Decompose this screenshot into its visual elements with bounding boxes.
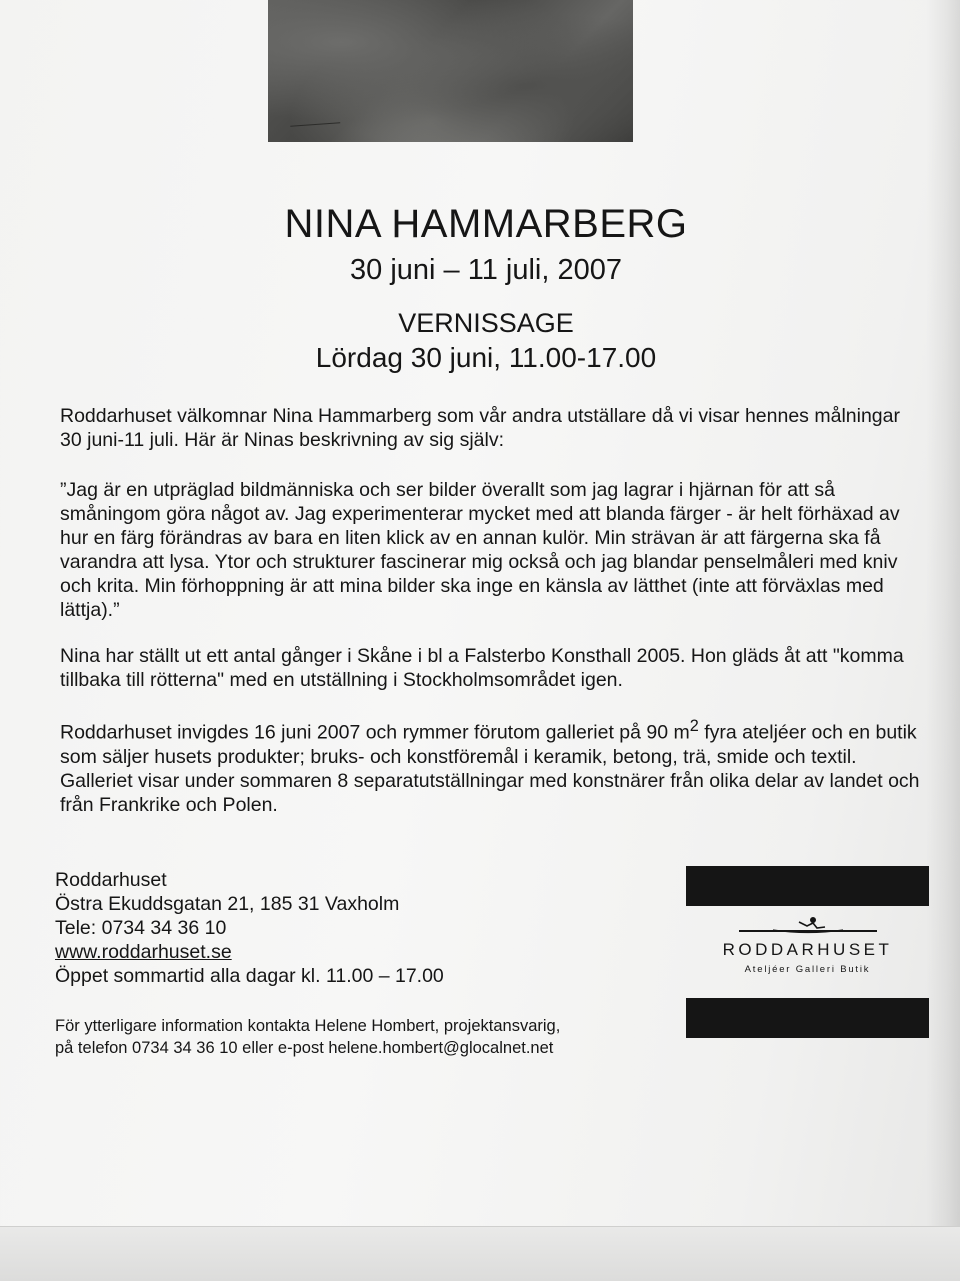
artist-quote: ”Jag är en utpräglad bildmänniska och ser bilder överallt som jag lagrar i hjärnan för att så småningom göra något av. Jag experimenterar mycket med att blanda färger - är helt förhäxad av hur en färg förändras av bara en liten klick av en annan kulör. Min strävan är att färgerna ska få varandra att lysa. Ytor och strukturer fascinerar mig också och jag blandar penselmåleri med kniv och krita. Min förhoppning är att mina bilder ska inge en känsla av lätthet (inte att förväxlas med lättja).”: [60, 479, 900, 621]
square-meter-superscript: 2: [689, 717, 699, 735]
logo-name: RODDARHUSET: [722, 940, 893, 959]
paper-fold: [0, 1226, 960, 1281]
intro-paragraph: Roddarhuset välkomnar Nina Hammarberg som vår andra utställare då vi visar hennes målningar 30 juni-11 juli. Här är Ninas beskrivning av sig själv:: [60, 405, 900, 451]
info-line-2: på telefon 0734 34 36 10 eller e-post helene.hombert@glocalnet.net: [55, 1039, 554, 1057]
vernissage-heading: VERNISSAGE: [398, 308, 574, 338]
info-block: [55, 1015, 560, 1059]
paper-edge-shadow: [926, 0, 960, 1280]
artist-background-paragraph: Nina har ställt ut ett antal gånger i Skåne i bl a Falsterbo Konsthall 2005. Hon gläds åt att "komma tillbaka till rötterna" med en utställning i Stockholmsområdet igen.: [60, 645, 904, 691]
venue-text-start: Roddarhuset invigdes 16 juni 2007 och rymmer förutom galleriet på 90 m: [60, 721, 690, 744]
website-link[interactable]: www.roddarhuset.se: [55, 941, 232, 963]
painting-image: [268, 0, 633, 142]
redaction-bar-bottom: [686, 998, 929, 1038]
roddarhuset-logo: [686, 914, 929, 975]
exhibition-dates: 30 juni – 11 juli, 2007: [350, 254, 622, 286]
venue-text-end: fyra ateljéer och en butik som säljer husets produkter; bruks- och konstföremål i keramik, betong, trä, smide och textil. Galleriet visar under sommaren 8 separatutställningar med konstnärer från olika delar av landet och från Frankrike och Polen.: [60, 721, 920, 816]
vernissage-time: Lördag 30 juni, 11.00-17.00: [315, 342, 657, 373]
venue-address: Östra Ekuddsgatan 21, 185 31 Vaxholm: [55, 893, 400, 915]
rower-icon: [733, 914, 883, 936]
redaction-bar-top: [686, 866, 929, 906]
opening-hours: Öppet sommartid alla dagar kl. 11.00 – 17.00: [55, 965, 444, 987]
venue-name: Roddarhuset: [55, 869, 167, 891]
artist-name: NINA HAMMARBERG: [284, 202, 688, 246]
venue-phone: Tele: 0734 34 36 10: [55, 917, 227, 939]
info-line-1: För ytterligare information kontakta Helene Hombert, projektansvarig,: [55, 1017, 561, 1035]
contact-block: [55, 868, 444, 988]
venue-paragraph: [60, 714, 920, 817]
logo-tagline: Ateljéer Galleri Butik: [744, 964, 871, 975]
painting-signature: [290, 114, 341, 126]
